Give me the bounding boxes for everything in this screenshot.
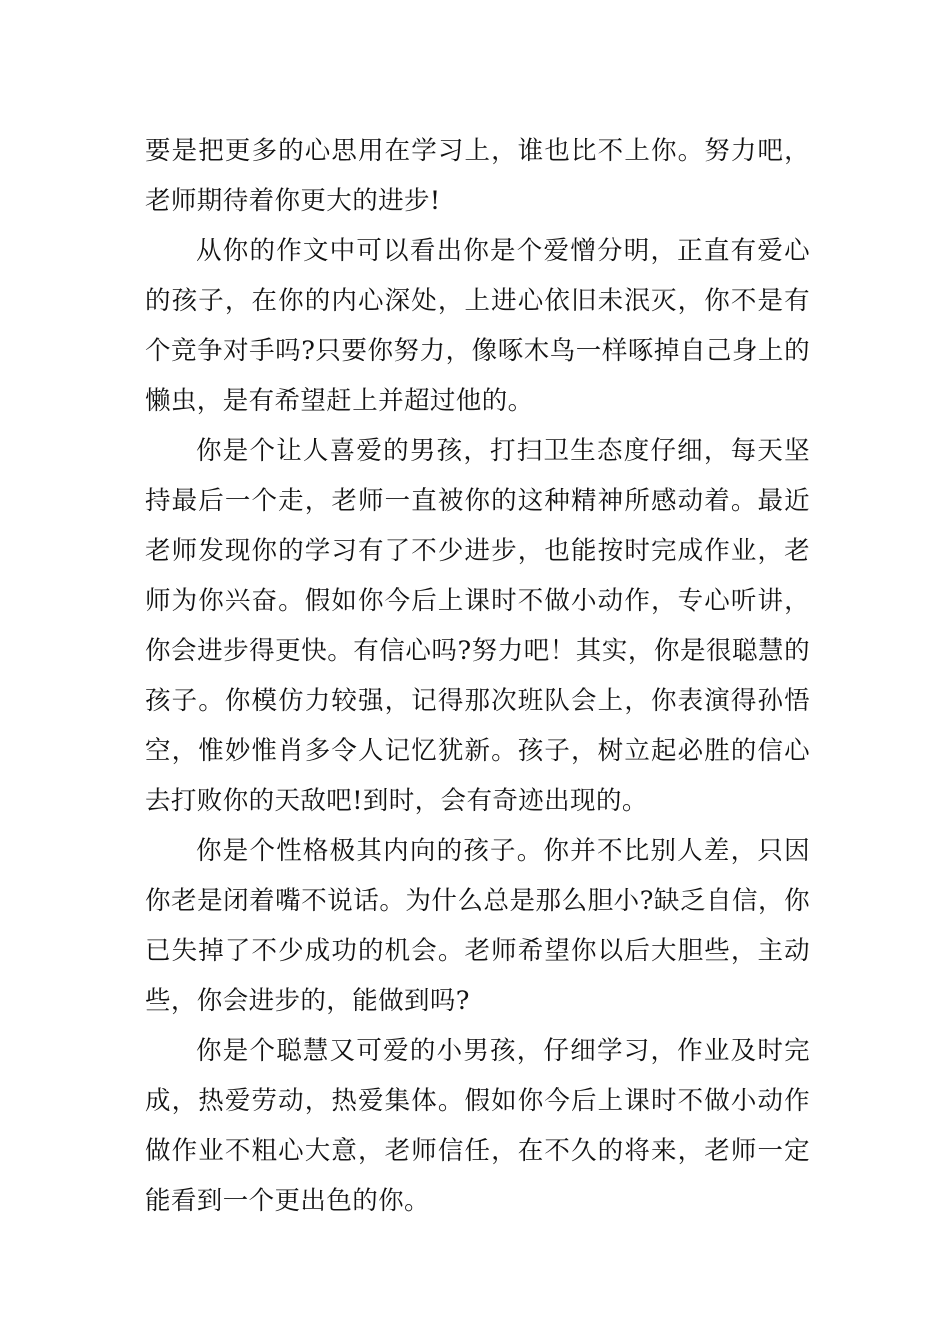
paragraph-2: 从你的作文中可以看出你是个爱憎分明，正直有爱心的孩子，在你的内心深处，上进心依旧未泯灭，你不是有个竞争对手吗?只要你努力，像啄木鸟一样啄掉自己身上的懒虫，是有希望赶上并超过他的。 (145, 236, 810, 416)
paragraph-5: 你是个聪慧又可爱的小男孩，仔细学习，作业及时完成，热爱劳动，热爱集体。假如你今后上课时不做小动作做作业不粗心大意，老师信任，在不久的将来，老师一定能看到一个更出色的你。 (145, 1036, 810, 1216)
paragraph-4: 你是个性格极其内向的孩子。你并不比别人差，只因你老是闭着嘴不说话。为什么总是那么胆小?缺乏自信，你已失掉了不少成功的机会。老师希望你以后大胆些，主动些，你会进步的，能做到吗? (145, 836, 810, 1016)
document-body (145, 126, 810, 1226)
paragraph-1: 要是把更多的心思用在学习上，谁也比不上你。努力吧，老师期待着你更大的进步! (145, 136, 810, 216)
paragraph-3: 你是个让人喜爱的男孩，打扫卫生态度仔细，每天坚持最后一个走，老师一直被你的这种精神所感动着。最近老师发现你的学习有了不少进步，也能按时完成作业，老师为你兴奋。假如你今后上课时不做小动作，专心听讲，你会进步得更快。有信心吗?努力吧！其实，你是很聪慧的孩子。你模仿力较强，记得那次班队会上，你表演得孙悟空，惟妙惟肖多令人记忆犹新。孩子，树立起必胜的信心去打败你的天敌吧!到时，会有奇迹出现的。 (145, 436, 810, 816)
